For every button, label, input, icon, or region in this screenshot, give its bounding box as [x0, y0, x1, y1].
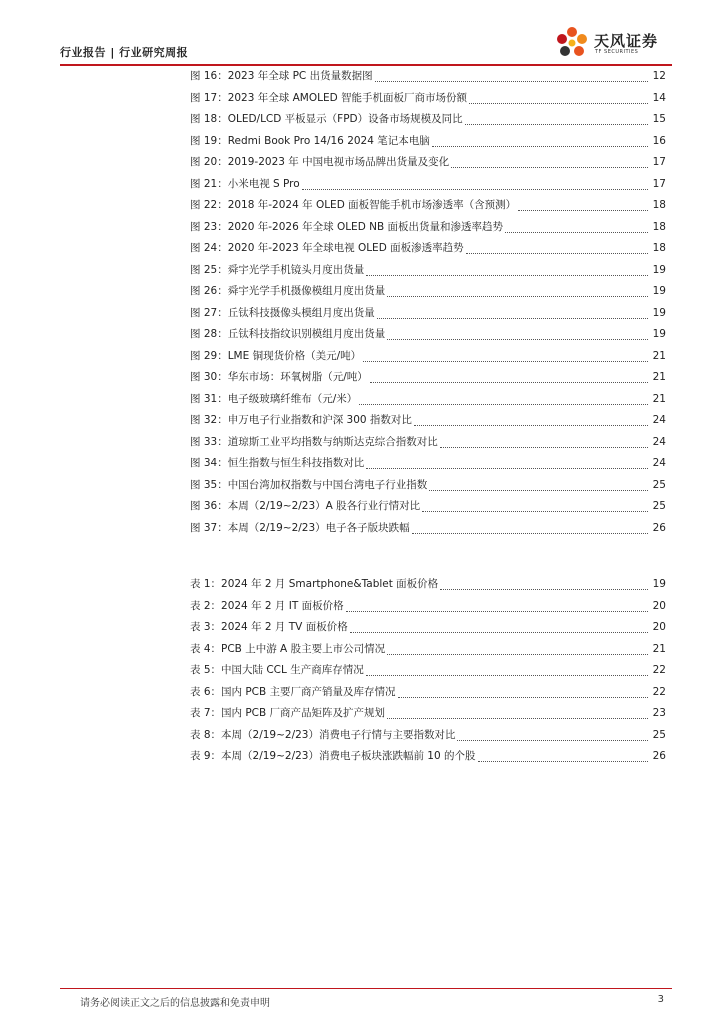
toc-figure-entry[interactable]	[190, 369, 666, 391]
dot-leader	[505, 232, 648, 233]
toc-figure-entry-page-number: 24	[652, 457, 666, 469]
toc-table-entry-label: 表 6：国内 PCB 主要厂商产销量及库存情况	[190, 685, 396, 698]
toc-table-entry[interactable]	[190, 598, 666, 620]
toc-figure-entry[interactable]	[190, 434, 666, 456]
toc-table-entry[interactable]	[190, 684, 666, 706]
dot-leader	[359, 404, 648, 405]
toc-table-entry[interactable]	[190, 662, 666, 684]
toc-figure-entry-page-number: 26	[652, 521, 666, 534]
toc-figure-entry-label: 图 21：小米电视 S Pro	[190, 177, 300, 190]
toc-table-entry-page-number: 20	[652, 599, 666, 612]
dot-leader	[466, 253, 648, 254]
toc-figure-entry-page-number: 18	[652, 242, 666, 254]
toc-figure-entry[interactable]	[190, 154, 666, 176]
toc-figure-entry-label: 图 31：电子级玻璃纤维布（元/米）	[190, 392, 358, 405]
dot-leader	[432, 146, 648, 147]
toc-table-entry[interactable]	[190, 705, 666, 727]
toc-figure-entry-label: 图 36：本周（2/19~2/23）A 股各行业行情对比	[190, 500, 421, 512]
toc-figure-entry-label: 图 30：华东市场：环氧树脂（元/吨）	[190, 371, 368, 383]
toc-figure-entry[interactable]	[190, 348, 666, 370]
toc-figure-entry-page-number: 19	[652, 328, 666, 340]
toc-figure-entry-label: 图 23：2020 年-2026 年全球 OLED NB 面板出货量和渗透率趋势	[190, 220, 504, 233]
dot-leader	[350, 632, 648, 633]
toc-figure-entry-page-number: 25	[652, 500, 666, 512]
company-logo	[552, 24, 672, 62]
toc-table-entry-page-number: 26	[652, 750, 666, 762]
toc-figure-entry-label: 图 28：丘钛科技指纹识别模组月度出货量	[190, 328, 386, 340]
toc-figure-entry[interactable]	[190, 283, 666, 305]
toc-figure-entry-label: 图 17：2023 年全球 AMOLED 智能手机面板厂商市场份额	[190, 91, 468, 104]
toc-figure-entry-label: 图 34：恒生指数与恒生科技指数对比	[190, 457, 365, 469]
toc-figure-entry-page-number: 18	[652, 220, 666, 233]
toc-figure-entry-page-number: 24	[652, 414, 666, 426]
toc-figure-entry-page-number: 21	[652, 371, 666, 383]
table-list	[190, 576, 666, 770]
toc-figure-entry-label: 图 37：本周（2/19~2/23）电子各子版块跌幅	[190, 521, 410, 534]
dot-leader	[465, 124, 648, 125]
toc-figure-entry[interactable]	[190, 326, 666, 348]
toc-figure-entry-label: 图 27：丘钛科技摄像头模组月度出货量	[190, 306, 375, 319]
toc-figure-entry-page-number: 24	[652, 435, 666, 448]
toc-table-entry-page-number: 22	[652, 685, 666, 698]
toc-table-entry-page-number: 21	[652, 642, 666, 655]
dot-leader	[422, 511, 648, 512]
logo-subtext: TF SECURITIES	[595, 49, 639, 55]
figure-list	[190, 68, 666, 541]
dot-leader	[387, 339, 648, 340]
toc-figure-entry-page-number: 25	[652, 478, 666, 491]
toc-table-entry-label: 表 4：PCB 上中游 A 股主要上市公司情况	[190, 642, 386, 655]
report-type-title: 行业报告 | 行业研究周报	[60, 46, 189, 59]
toc-figure-entry-label: 图 35：中国台湾加权指数与中国台湾电子行业指数	[190, 478, 428, 491]
toc-figure-entry-page-number: 19	[652, 306, 666, 319]
toc-table-entry[interactable]	[190, 748, 666, 770]
toc-table-entry-label: 表 2：2024 年 2 月 IT 面板价格	[190, 599, 344, 612]
toc-table-entry-label: 表 7：国内 PCB 厂商产品矩阵及扩产规划	[190, 707, 386, 719]
toc-table-entry-label: 表 1：2024 年 2 月 Smartphone&Tablet 面板价格	[190, 578, 439, 590]
toc-table-entry-label: 表 9：本周（2/19~2/23）消费电子板块涨跌幅前 10 的个股	[190, 750, 476, 762]
toc-figure-entry-label: 图 16：2023 年全球 PC 出货量数据图	[190, 70, 373, 82]
toc-figure-entry-page-number: 17	[652, 156, 666, 168]
dot-leader	[414, 425, 648, 426]
dot-leader	[363, 361, 648, 362]
toc-figure-entry[interactable]	[190, 391, 666, 413]
toc-figure-entry-page-number: 17	[652, 177, 666, 190]
dot-leader	[377, 318, 648, 319]
toc-figure-entry-page-number: 15	[652, 113, 666, 125]
dot-leader	[440, 589, 648, 590]
toc-figure-entry-label: 图 32：申万电子行业指数和沪深 300 指数对比	[190, 414, 412, 426]
toc-figure-entry-label: 图 33：道琼斯工业平均指数与纳斯达克综合指数对比	[190, 435, 438, 448]
dot-leader	[387, 296, 648, 297]
page-header	[60, 32, 672, 66]
toc-figure-entry-label: 图 26：舜宇光学手机摄像模组月度出货量	[190, 285, 386, 297]
toc-table-entry[interactable]	[190, 641, 666, 663]
dot-leader	[366, 468, 648, 469]
header-divider	[60, 64, 672, 66]
toc-table-entry[interactable]	[190, 576, 666, 598]
toc-figure-entry-page-number: 19	[652, 263, 666, 276]
toc-figure-entry-label: 图 25：舜宇光学手机镜头月度出货量	[190, 263, 365, 276]
toc-figure-entry[interactable]	[190, 219, 666, 241]
dot-leader	[457, 740, 648, 741]
toc-figure-entry[interactable]	[190, 111, 666, 133]
toc-figure-entry-label: 图 24：2020 年-2023 年全球电视 OLED 面板渗透率趋势	[190, 242, 464, 254]
logo-text: 天风证券	[594, 32, 659, 50]
disclaimer-text: 请务必阅读正文之后的信息披露和免责申明	[80, 998, 270, 1009]
dot-leader	[375, 81, 648, 82]
toc-figure-entry[interactable]	[190, 455, 666, 477]
toc-figure-entry-page-number: 21	[652, 392, 666, 405]
toc-table-entry[interactable]	[190, 727, 666, 749]
toc-figure-entry[interactable]	[190, 133, 666, 155]
toc-figure-entry[interactable]	[190, 90, 666, 112]
toc-figure-entry[interactable]	[190, 477, 666, 499]
toc-figure-entry[interactable]	[190, 412, 666, 434]
dot-leader	[366, 675, 648, 676]
toc-figure-entry[interactable]	[190, 262, 666, 284]
toc-table-entry[interactable]	[190, 619, 666, 641]
toc-figure-entry[interactable]	[190, 68, 666, 90]
toc-figure-entry-page-number: 19	[652, 285, 666, 297]
dot-leader	[387, 718, 648, 719]
toc-figure-entry-page-number: 18	[652, 199, 666, 211]
dot-leader	[412, 533, 648, 534]
toc-table-entry-label: 表 8：本周（2/19~2/23）消费电子行情与主要指数对比	[190, 728, 456, 741]
toc-table-entry-label: 表 5：中国大陆 CCL 生产商库存情况	[190, 664, 364, 676]
toc-table-entry-page-number: 25	[652, 728, 666, 741]
dot-leader	[429, 490, 648, 491]
dot-leader	[478, 761, 648, 762]
toc-figure-entry[interactable]	[190, 305, 666, 327]
toc-table-entry-page-number: 23	[652, 707, 666, 719]
toc-table-entry-label: 表 3：2024 年 2 月 TV 面板价格	[190, 621, 348, 633]
dot-leader	[302, 189, 648, 190]
dot-leader	[469, 103, 648, 104]
toc-figure-entry[interactable]	[190, 498, 666, 520]
toc-table-entry-page-number: 22	[652, 664, 666, 676]
dot-leader	[440, 447, 648, 448]
dot-leader	[346, 611, 648, 612]
toc-figure-entry[interactable]	[190, 240, 666, 262]
dot-leader	[366, 275, 648, 276]
dot-leader	[451, 167, 648, 168]
toc-table-entry-page-number: 19	[652, 578, 666, 590]
toc-figure-entry-label: 图 19：Redmi Book Pro 14/16 2024 笔记本电脑	[190, 134, 430, 147]
toc-figure-entry-page-number: 21	[652, 349, 666, 362]
dot-leader	[387, 654, 648, 655]
toc-figure-entry-label: 图 18：OLED/LCD 平板显示（FPD）设备市场规模及同比	[190, 113, 463, 125]
dot-leader	[518, 210, 648, 211]
toc-figure-entry-label: 图 22：2018 年-2024 年 OLED 面板智能手机市场渗透率（含预测）	[190, 199, 517, 211]
toc-figure-entry[interactable]	[190, 520, 666, 542]
dot-leader	[398, 697, 648, 698]
toc-figure-entry[interactable]	[190, 197, 666, 219]
footer-divider	[60, 988, 672, 989]
toc-figure-entry-page-number: 14	[652, 91, 666, 104]
toc-figure-entry-page-number: 16	[652, 134, 666, 147]
logo-flower-icon	[552, 24, 592, 62]
toc-table-entry-page-number: 20	[652, 621, 666, 633]
toc-figure-entry[interactable]	[190, 176, 666, 198]
page-number: 3	[657, 994, 664, 1005]
toc-figure-entry-label: 图 29：LME 铜现货价格（美元/吨）	[190, 349, 362, 362]
toc-figure-entry-label: 图 20：2019-2023 年 中国电视市场品牌出货量及变化	[190, 156, 450, 168]
toc-figure-entry-page-number: 12	[652, 70, 666, 82]
dot-leader	[370, 382, 648, 383]
